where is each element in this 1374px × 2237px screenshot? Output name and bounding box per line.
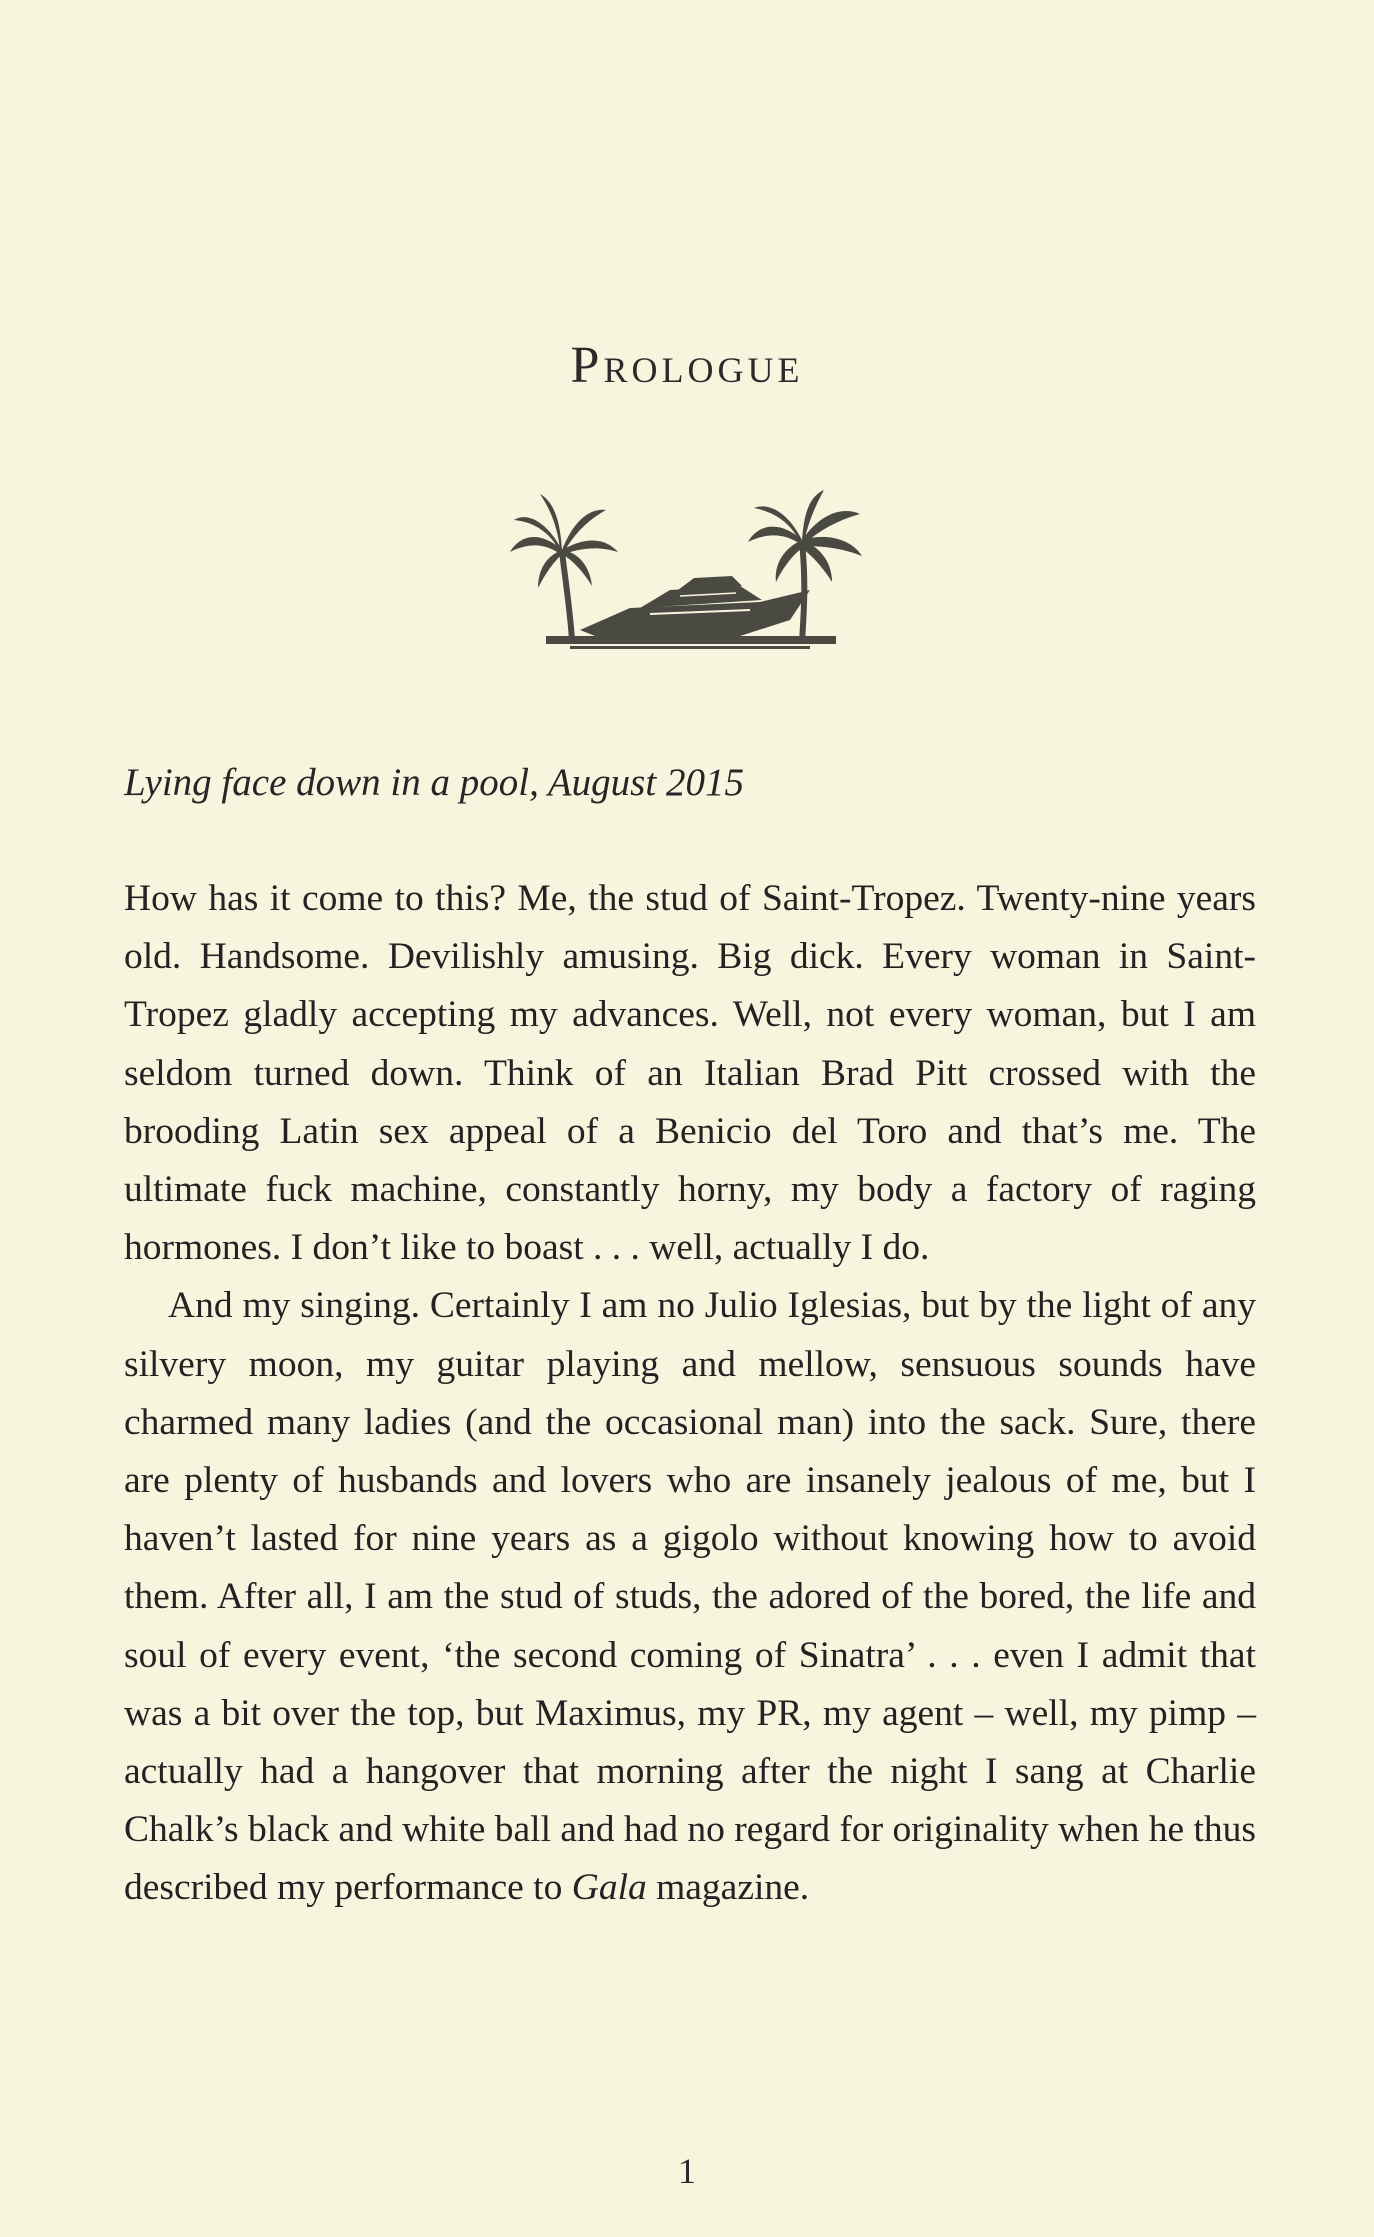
paragraph-end: magazine.: [646, 1867, 810, 1909]
chapter-subtitle: Lying face down in a pool, August 2015: [124, 761, 744, 804]
palm-trees-yacht-icon: [510, 490, 870, 660]
paragraph: [124, 1277, 1256, 1917]
page-number: 1: [678, 2151, 696, 2191]
chapter-body: [124, 870, 1256, 1918]
magazine-name: Gala: [571, 1867, 647, 1909]
chapter-title: Prologue: [570, 337, 804, 394]
paragraph: How has it come to this? Me, the stud of Saint-Tropez. Twenty-nine years old. Handsome. Devilishly amusing. Big dick. Every woman in Saint-Tropez gladly accepting my advances. Well, not every woman, but I am seldom turned down. Think of an Italian Brad Pitt crossed with the brooding Latin sex appeal of a Benicio del Toro and that’s me. The ultimate fuck machine, constantly horny, my body a factory of raging hormones. I don’t like to boast . . . well, actually I do.: [124, 878, 1256, 1269]
paragraph-text: And my singing. Certainly I am no Julio Iglesias, but by the light of any silvery moon, my guitar playing and mellow, sensuous sounds have charmed many ladies (and the occasional man) into the sack. Sure, there are plenty of husbands and lovers who are insanely jealous of me, but I haven’t lasted for nine years as a gigolo without knowing how to avoid them. After all, I am the stud of studs, the adored of the bored, the life and soul of every event, ‘the second coming of Sinatra’ . . . even I admit that was a bit over the top, but Maximus, my PR, my agent – well, my pimp – actually had a hangover that morning after the night I sang at Charlie Chalk’s black and white ball and had no regard for originality when he thus described my performance to: [124, 1285, 1256, 1909]
